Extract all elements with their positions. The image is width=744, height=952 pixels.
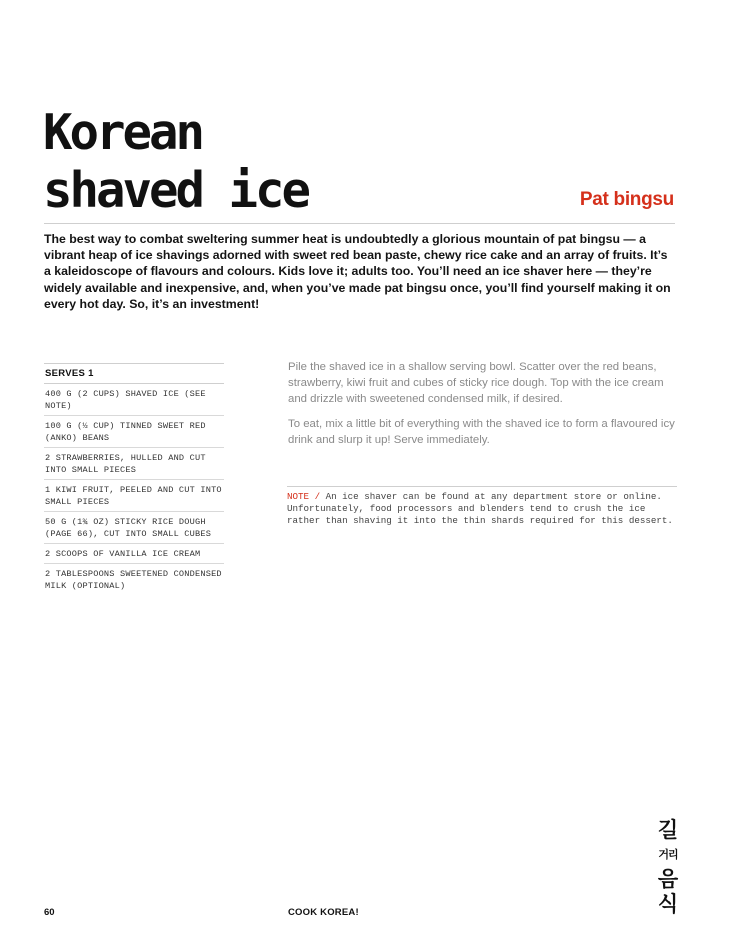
method-step-2: To eat, mix a little bit of everything with the shaved ice to form a flavoured icy drink and slurp it up! Serve immediately. bbox=[288, 417, 675, 446]
note-text: An ice shaver can be found at any department store or online. Unfortunately, food processors and blenders tend to crush the ice rather than shaving it into the thin shards required for this dessert. bbox=[287, 491, 673, 526]
section-logo-char: 길 bbox=[657, 818, 679, 842]
recipe-note bbox=[287, 486, 677, 527]
ingredient-item: 50 G (1¾ OZ) STICKY RICE DOUGH (PAGE 66), CUT INTO SMALL CUBES bbox=[44, 512, 224, 544]
recipe-title bbox=[43, 104, 308, 220]
ingredient-item: 2 TABLESPOONS SWEETENED CONDENSED MILK (OPTIONAL) bbox=[45, 569, 222, 591]
section-logo-char: 거리 bbox=[658, 847, 678, 861]
method-section bbox=[288, 359, 678, 456]
book-title: COOK KOREA! bbox=[288, 907, 359, 918]
ingredient-item: 400 G (2 CUPS) SHAVED ICE (SEE NOTE) bbox=[44, 384, 224, 416]
recipe-intro: The best way to combat sweltering summer heat is undoubtedly a glorious mountain of pat bingsu — a vibrant heap of ice shavings adorned with sweet red bean paste, chewy rice cake and an array of fruits. It’s a kaleidoscope of flavours and colours. Kids love it; adults too. You’ll need an ice shaver here — they’re widely available and inexpensive, and, when you’ve made pat bingsu once, you’ll find yourself making it on every hot day. So, it’s an investment! bbox=[44, 232, 671, 311]
ingredient-list bbox=[44, 384, 224, 595]
section-logo-char: 음 bbox=[657, 867, 679, 891]
recipe-title-line-2: shaved ice bbox=[43, 162, 309, 219]
recipe-title-line-1: Korean bbox=[43, 104, 203, 161]
method-step-1: Pile the shaved ice in a shallow serving bowl. Scatter over the red beans, strawberry, kiwi fruit and cubes of sticky rice dough. Top with the ice cream and drizzle with sweetened condensed milk, if desired. bbox=[288, 361, 664, 406]
ingredient-item: 100 G (½ CUP) TINNED SWEET RED (ANKO) BEANS bbox=[44, 416, 224, 448]
title-divider bbox=[44, 223, 675, 224]
serves-label: SERVES 1 bbox=[44, 364, 224, 384]
ingredients-panel bbox=[44, 363, 224, 595]
page-number: 60 bbox=[44, 907, 55, 918]
section-logo-char: 식 bbox=[657, 891, 679, 916]
note-label: NOTE / bbox=[287, 491, 321, 502]
recipe-subtitle: Pat bingsu bbox=[579, 189, 674, 210]
section-logo bbox=[657, 818, 679, 916]
ingredient-item: 2 SCOOPS OF VANILLA ICE CREAM bbox=[44, 544, 224, 564]
ingredient-item: 1 KIWI FRUIT, PEELED AND CUT INTO SMALL PIECES bbox=[44, 480, 224, 512]
ingredient-item: 2 STRAWBERRIES, HULLED AND CUT INTO SMALL PIECES bbox=[44, 448, 224, 480]
